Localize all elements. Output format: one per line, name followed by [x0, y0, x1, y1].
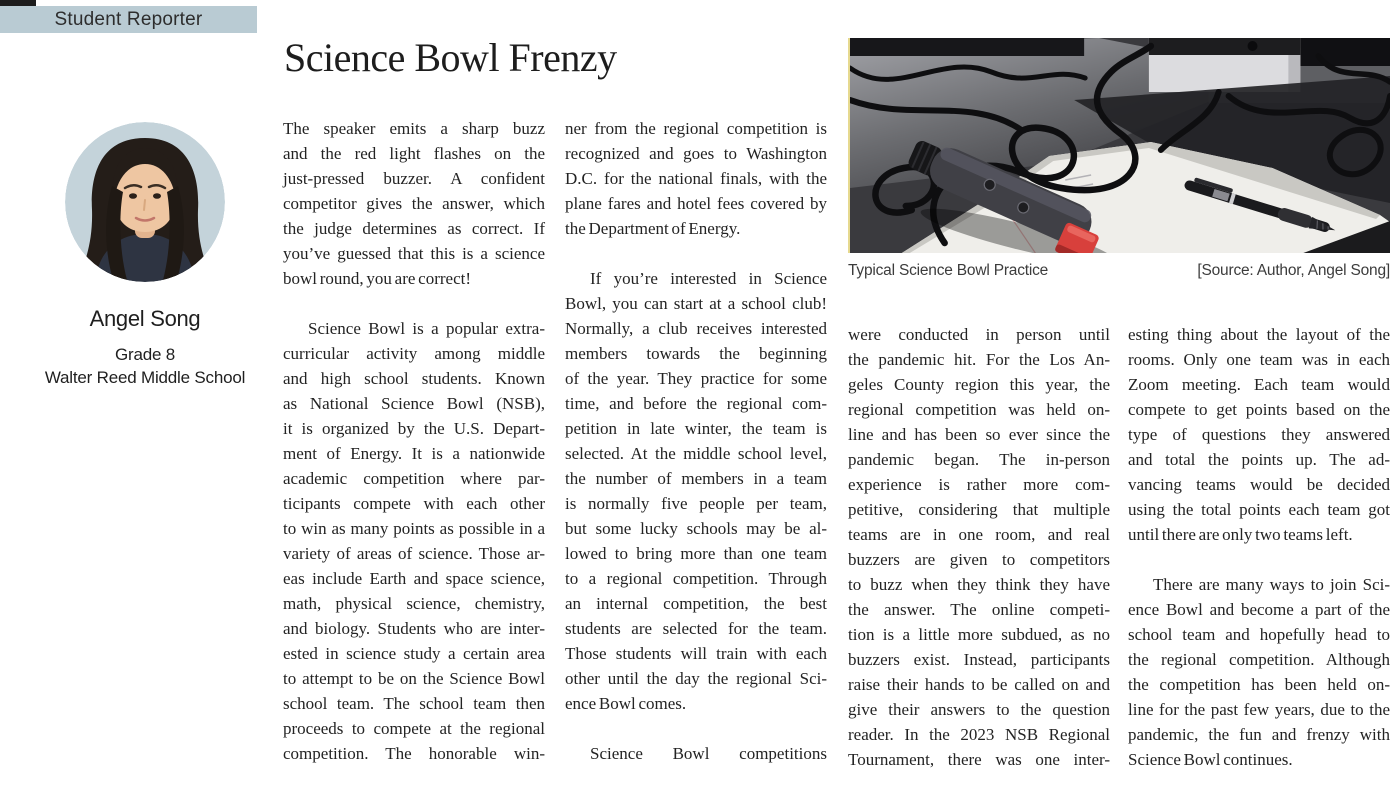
- article-text-line: school team. The school team then: [283, 694, 545, 713]
- article-text-line: and biology. Students who are inter-: [283, 619, 545, 638]
- article-text-line: Normally, a club receives interested: [565, 319, 827, 338]
- article-text-line: other until the day the regional Sci-: [565, 669, 827, 688]
- article-text-line: Bowl, you can start at a school club!: [565, 294, 827, 313]
- article-text-line: geles County region this year, the: [848, 375, 1110, 394]
- article-text-line: it is organized by the U.S. Depart-: [283, 419, 545, 438]
- photo-credit: [Source: Author, Angel Song]: [1197, 262, 1390, 279]
- article-text-line: to a regional competition. Through: [565, 569, 827, 588]
- section-tag: [0, 6, 257, 33]
- article-column-4: [1128, 322, 1390, 772]
- article-text-line: just-pressed buzzer. A confident: [283, 169, 545, 188]
- article-text-line: experience is rather more com-: [848, 475, 1110, 494]
- article-text-line: proceeds to compete at the regional: [283, 719, 545, 738]
- article-text-line: the Department of Energy.: [565, 219, 741, 238]
- author-card: [15, 122, 275, 388]
- article-text-line: time, and before the regional com-: [565, 394, 827, 413]
- article-photo: [848, 38, 1390, 253]
- article-text-line: ticipants compete with each other: [283, 494, 545, 513]
- article-text-line: and the red light flashes on the: [283, 144, 545, 163]
- article-text-line: esting thing about the layout of the: [1128, 325, 1390, 344]
- article-text-line: Science Bowl continues.: [1128, 750, 1293, 769]
- article-text-line: recognized and goes to Washington: [565, 144, 827, 163]
- article-text-line: bowl round, you are correct!: [283, 269, 472, 288]
- article-column-1: [283, 116, 545, 766]
- article-text-line: of the year. They practice for some: [565, 369, 827, 388]
- article-text-line: eas include Earth and space science,: [283, 569, 545, 588]
- article-text-line: and total the points up. The ad-: [1128, 450, 1390, 469]
- photo-caption: Typical Science Bowl Practice: [848, 262, 1049, 279]
- article-text-line: line and has been so ever since the: [848, 425, 1110, 444]
- article-text-line: raise their hands to be called on and: [848, 675, 1110, 694]
- article-text-line: If you’re interested in Science: [590, 269, 827, 288]
- article-text-line: academic competition where par-: [283, 469, 545, 488]
- article-text-line: the pandemic hit. For the Los An-: [848, 350, 1110, 369]
- article-text-line: tion is a little more subdued, as no: [848, 625, 1110, 644]
- article-text-line: give their answers to the question: [848, 700, 1110, 719]
- article-text-line: The speaker emits a sharp buzz: [283, 119, 545, 138]
- article-text-line: you’ve guessed that this is a science: [283, 244, 545, 263]
- article-text-line: the regional competition. Although: [1128, 650, 1390, 669]
- article-text-line: line for the past few years, due to the: [1128, 700, 1390, 719]
- article-text-line: petitive, considering that multiple: [848, 500, 1110, 519]
- article-paragraph: [848, 322, 1110, 772]
- article-text-line: curricular activity among middle: [283, 344, 545, 363]
- article-text-line: lowed to bring more than one team: [565, 544, 827, 563]
- article-paragraph: [1128, 322, 1390, 547]
- article-paragraph: [1128, 572, 1390, 772]
- article-text-line: Science Bowl competitions: [590, 744, 827, 763]
- article-text-line: is normally five people per team,: [565, 494, 827, 513]
- article-text-line: Those students will train with each: [565, 644, 827, 663]
- article-text-line: ence Bowl and become a part of the: [1128, 600, 1390, 619]
- article-text-line: compete to get points based on the: [1128, 400, 1390, 419]
- article-text-line: to win as many points as possible in a: [283, 519, 545, 538]
- section-tag-label: Student Reporter: [54, 8, 203, 30]
- article-column-3: [848, 322, 1110, 772]
- buzzer-photo-illustration: [850, 38, 1390, 253]
- article-text-line: competition. The honorable win-: [283, 744, 545, 763]
- article-text-line: as National Science Bowl (NSB),: [283, 394, 545, 413]
- article-text-line: variety of areas of science. Those ar-: [283, 544, 545, 563]
- article-text-line: to buzz when they think they have: [848, 575, 1110, 594]
- article-text-line: the competition has been held on-: [1128, 675, 1390, 694]
- article-text-line: vancing teams would be decided: [1128, 475, 1390, 494]
- article-text-line: and high school students. Known: [283, 369, 545, 388]
- article-paragraph: [283, 316, 545, 766]
- author-grade: Grade 8: [114, 345, 176, 364]
- article-text-line: ence Bowl comes.: [565, 694, 687, 713]
- article-text-line: until there are only two teams left.: [1128, 525, 1353, 544]
- article-text-line: math, physical science, chemistry,: [283, 594, 545, 613]
- background-device-left: [850, 38, 1084, 56]
- article-text-line: school team and hopefully head to: [1128, 625, 1390, 644]
- article-text-line: students are selected for the team.: [565, 619, 827, 638]
- article-text-line: ested in science study a certain area: [283, 644, 545, 663]
- article-column-2: [565, 116, 827, 766]
- author-school: Walter Reed Middle School: [44, 368, 246, 387]
- article-paragraph: [565, 741, 827, 766]
- author-portrait-illustration: [65, 122, 225, 282]
- article-text-line: Science Bowl is a popular extra-: [308, 319, 545, 338]
- article-text-line: ment of Energy. It is a nationwide: [283, 444, 545, 463]
- article-text-line: rooms. Only one team was in each: [1128, 350, 1390, 369]
- article-text-line: but some lucky schools may be al-: [565, 519, 827, 538]
- article-text-line: plane fares and hotel fees covered by: [565, 194, 827, 213]
- article-paragraph: [565, 116, 827, 241]
- article-text-line: pandemic began. The in-person: [848, 450, 1110, 469]
- photo-caption-row: [848, 262, 1390, 280]
- article-paragraph: [283, 116, 545, 291]
- article-text-line: D.C. for the national finals, with the: [565, 169, 827, 188]
- article-text-line: regional competition was held on-: [848, 400, 1110, 419]
- article-text-line: Zoom meeting. Each team would: [1128, 375, 1390, 394]
- article-text-line: to attempt to be on the Science Bowl: [283, 669, 545, 688]
- article-text-line: petition in late winter, the team is: [565, 419, 827, 438]
- article-text-line: ner from the regional competition is: [565, 119, 827, 138]
- article-text-line: an internal competition, the best: [565, 594, 827, 613]
- article-text-line: the answer. The online competi-: [848, 600, 1110, 619]
- article-text-line: reader. In the 2023 NSB Regional: [848, 725, 1110, 744]
- article-text-line: were conducted in person until: [848, 325, 1110, 344]
- article-text-line: selected. At the middle school level,: [565, 444, 827, 463]
- article-text-line: competitor gives the answer, which: [283, 194, 545, 213]
- device-box-illustration: [1149, 38, 1300, 92]
- article-text-line: buzzers exist. Instead, participants: [848, 650, 1110, 669]
- background-device-right: [1300, 38, 1390, 66]
- article-text-line: There are many ways to join Sci-: [1153, 575, 1390, 594]
- article-text-line: using the total points each team got: [1128, 500, 1390, 519]
- article-text-line: buzzers are given to competitors: [848, 550, 1110, 569]
- article-text-line: type of questions they answered: [1128, 425, 1390, 444]
- article-text-line: teams are in one room, and real: [848, 525, 1110, 544]
- article-paragraph: [565, 266, 827, 716]
- avatar: [65, 122, 225, 282]
- article-text-line: pandemic, the fun and frenzy with: [1128, 725, 1390, 744]
- author-name: Angel Song: [89, 306, 201, 331]
- article-text-line: the judge determines as correct. If: [283, 219, 545, 238]
- article-text-line: the number of members in a team: [565, 469, 827, 488]
- page-title: Science Bowl Frenzy: [284, 35, 617, 80]
- article-text-line: members towards the beginning: [565, 344, 827, 363]
- article-text-line: Tournament, there was one inter-: [848, 750, 1110, 769]
